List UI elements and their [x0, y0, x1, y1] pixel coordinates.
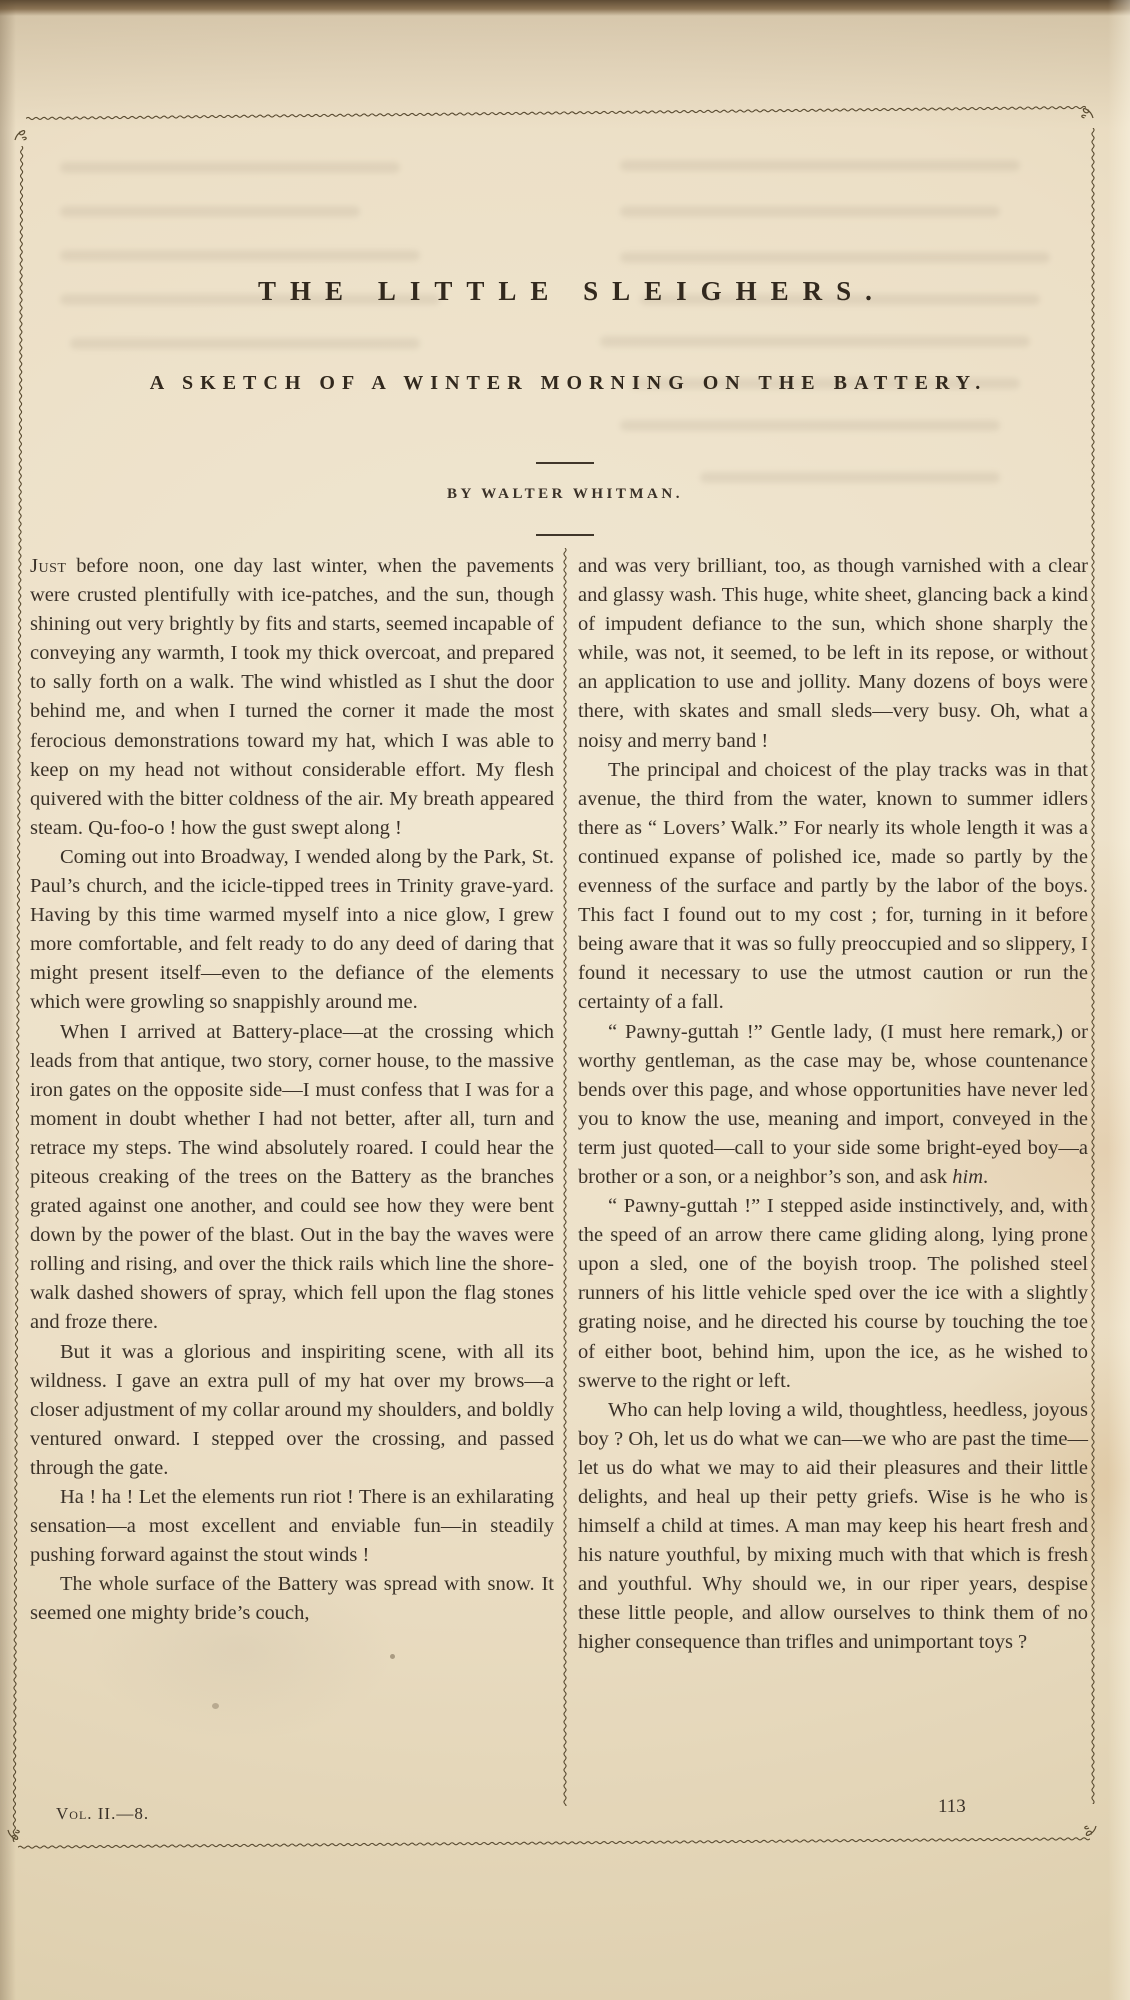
byline-rule-bottom — [536, 534, 594, 536]
ink-speck — [390, 1654, 395, 1659]
border-wavy-rule-bottom — [18, 1834, 1090, 1852]
paragraph: “ Pawny-guttah !” I stepped aside instinctively, and, with the speed of an arrow there came gliding along, lying prone upon a sled, one of the boyish troop. The polished steel runners of his little vehicle sped over the ice with a slightly grating noise, and he directed his course by touching the toe of either boot, behind him, upon the ice, as he wished to swerve to the right or left. — [578, 1195, 1088, 1392]
paragraph: But it was a glorious and inspiriting scene, with all its wildness. I gave an extra pull of my hat over my brows—a closer adjustment of my collar around my shoulders, and boldly ventured onward. I stepped over the crossing, and passed through the gate. — [30, 1340, 554, 1479]
article-title: THE LITTLE SLEIGHERS. — [258, 276, 886, 306]
paragraph: and was very brilliant, too, as though varnished with a clear and glassy wash. This huge, white sheet, glancing back a kind of impudent defiance to the sun, which shone sharply the while, was not, it seemed, to be left in its repose, or without an application to use and jollity. Many dozens of boys were there, with skates and small sleds—very busy. Oh, what a noisy and merry band ! — [578, 555, 1088, 752]
paragraph-text: before noon, one day last winter, when the pavements were crusted plentifully with ice-patches, and the sun, though shining out very brightly by fits and starts, seemed incapable of conveying any warmth, I took my thick overcoat, and prepared to sally forth on a walk. The wind whistled as I shut the door behind me, and when I turned the corner it made the most ferocious demonstrations toward my hat, which I was able to keep on my head not without considerable effort. My flesh quivered with the bitter coldness of the air. My breath appeared steam. Qu-foo-o ! how the gust swept along ! — [30, 555, 555, 839]
lead-word: Just — [30, 555, 67, 577]
border-wavy-rule-top — [26, 102, 1086, 123]
corner-flourish-icon — [6, 1826, 24, 1844]
ink-bleed-texture — [620, 252, 1050, 263]
byline-rule-top — [536, 462, 594, 464]
paragraph: When I arrived at Battery-place—at the crossing which leads from that antique, two story, corner house, to the massive iron gates on the opposite side—I must confess that I was for a moment in doubt whether I had not better, after all, turn and retrace my steps. The wind absolutely roared. I could hear the piteous creaking of the trees on the Battery as the branches grated against one another, and could see how they were bent down by the power of the blast. Out in the bay the waves were rolling and rising, and over the thick rails which line the shore-walk dashed showers of spray, which fell upon the flag stones and froze there. — [30, 1020, 554, 1334]
ink-bleed-texture — [60, 250, 420, 261]
paragraph-text: “ Pawny-guttah !” Gentle lady, (I must here remark,) or worthy gentleman, as the case may be, whose countenance bends over this page, and whose opportunities have never led you to know the use, meaning and import, conveyed in the term just quoted—call to your side some bright-eyed boy—a brother or a son, or a neighbor’s son, and ask — [578, 1020, 1088, 1188]
left-column — [30, 552, 554, 1628]
paragraph: Coming out into Broadway, I wended along by the Park, St. Paul’s church, and the icicle-tipped trees in Trinity grave-yard. Having by this time warmed myself into a nice glow, I grew more comfortable, and felt ready to do any deed of daring that might present itself—even to the defiance of the elements which were growling so snappishly around me. — [30, 845, 554, 1014]
ink-bleed-texture — [620, 420, 1000, 431]
ink-bleed-texture — [60, 162, 400, 173]
paragraph-text: . — [983, 1165, 989, 1188]
article-byline: BY WALTER WHITMAN. — [447, 486, 683, 502]
corner-flourish-icon — [1077, 104, 1095, 122]
paragraph: Ha ! ha ! Let the elements run riot ! There is an exhilarating sensation—a most excellent and enviable fun—in steadily pushing forward against the stout winds ! — [30, 1486, 554, 1567]
article-subtitle: A SKETCH OF A WINTER MORNING ON THE BATTERY. — [149, 372, 988, 394]
ink-bleed-texture — [620, 206, 1000, 217]
paragraph — [30, 552, 554, 843]
volume-signature-label: Vol. II.—8. — [56, 1804, 150, 1823]
ink-speck — [212, 1703, 219, 1709]
ink-bleed-texture — [700, 472, 1000, 483]
ink-bleed-texture — [600, 336, 1030, 347]
paragraph: The principal and choicest of the play tracks was in that avenue, the third from the water, known to summer idlers there as “ Lovers’ Walk.” For nearly its whole length it was a continued expanse of polished ice, made so partly by the evenness of the surface and partly by the labor of the boys. This fact I found out to my cost ; for, turning in it before being aware that it was so fully preoccupied and so slippery, I found it necessary to use the utmost caution or run the certainty of a fall. — [578, 758, 1088, 1014]
emphasized-word: him — [952, 1165, 983, 1188]
page-number: 113 — [938, 1796, 966, 1817]
paragraph: The whole surface of the Battery was spread with snow. It seemed one mighty bride’s couch, — [30, 1573, 554, 1625]
right-column — [578, 552, 1088, 1658]
page-top-edge-shadow — [0, 0, 1130, 16]
corner-flourish-icon — [1080, 1822, 1098, 1840]
column-divider-wavy-rule — [560, 548, 570, 1806]
paragraph: Who can help loving a wild, thoughtless, heedless, joyous boy ? Oh, let us do what we can—we who are past the time—let us do what we may to aid their pleasures and their little delights, and heal up their petty griefs. Wise is he who is himself a child at times. A man may keep his heart fresh and his nature youthful, by mixing much with that which is fresh and youthful. Why should we, in our riper years, despise these little people, and allow ourselves to think them of no higher consequence than trifles and unimportant toys ? — [578, 1398, 1088, 1654]
ink-bleed-texture — [60, 206, 360, 217]
corner-flourish-icon — [13, 126, 31, 144]
ink-bleed-texture — [70, 338, 420, 349]
paragraph — [578, 1018, 1088, 1193]
ink-bleed-texture — [620, 160, 1020, 171]
